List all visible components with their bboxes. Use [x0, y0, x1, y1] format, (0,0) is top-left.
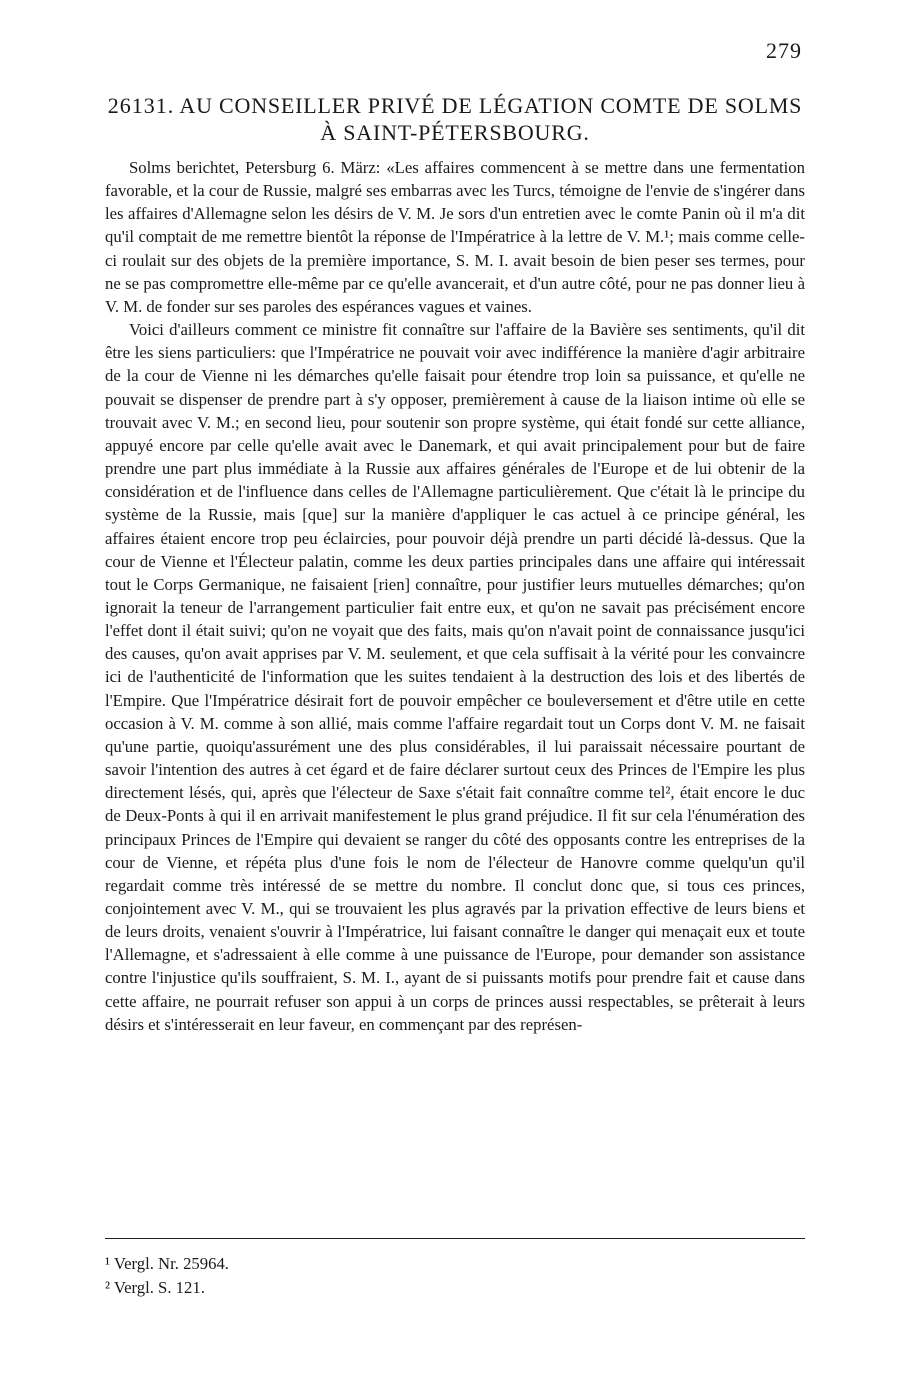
body-paragraph: Solms berichtet, Petersburg 6. März: «Les affaires commencent à se mettre dans une fermentation favorable, et la cour de Russie, malgré ses embarras avec les Turcs, témoigne de l'envie de s'ingérer dans les affaires d'Allemagne selon les désirs de V. M. Je sors d'un entretien avec le comte Panin où il m'a dit qu'il comptait de me remettre bientôt la réponse de l'Impératrice à la lettre de V. M.¹; mais comme celle-ci roulait sur des objets de la première importance, S. M. I. avait besoin de bien peser ses termes, pour ne se pas compromettre elle-même par ce qu'elle avancerait, et d'un autre côté, pour ne pas donner lieu à V. M. de fonder sur ses paroles des espérances vagues et vaines. — [105, 158, 805, 316]
footnote-separator — [105, 1238, 805, 1239]
letter-body — [105, 156, 805, 1036]
footnote: ² Vergl. S. 121. — [105, 1278, 205, 1297]
letter-heading — [105, 92, 805, 146]
letter-title: AU CONSEILLER PRIVÉ DE LÉGATION COMTE DE SOLMS À SAINT-PÉTERSBOURG. — [179, 93, 803, 145]
footnotes — [105, 1252, 805, 1300]
body-paragraph: Voici d'ailleurs comment ce ministre fit connaître sur l'affaire de la Bavière ses sentiments, qu'il dit être les siens particuliers: que l'Impératrice ne pouvait voir avec indifférence la manière d'agir arbitraire de la cour de Vienne ni les démarches qu'elle faisait pour étendre trop loin sa puissance, et qu'elle ne pouvait se dispenser de prendre part à s'y opposer, premièrement à cause de la liaison intime où elle se trouvait avec V. M.; en second lieu, pour soutenir son propre système, qui était fondé sur cette alliance, appuyé encore par celle qu'elle avait avec le Danemark, et qui avait principalement pour but de faire prendre une part plus immédiate à la Russie aux affaires générales de l'Europe et de lui obtenir de la considération et de l'influence dans celles de l'Allemagne particulièrement. Que c'était là le principe du système de la Russie, mais [que] sur la manière d'appliquer le cas actuel à ce principe général, les affaires étaient encore trop peu éclaircies, pour pouvoir déjà prendre un parti décidé là-dessus. Que la cour de Vienne et l'Électeur palatin, comme les deux parties principales dans une affaire qui intéressait tout le Corps Germanique, ne faisaient [rien] connaître, pour justifier leurs mutuelles démarches; qu'on ignorait la teneur de l'arrangement particulier fait entre eux, et qu'on ne savait pas précisément encore l'effet dont il était suivi; qu'on ne voyait que des faits, mais qu'on n'avait point de connaissance jusqu'ici des causes, qu'on avait apprises par V. M. seulement, et que cela suffisait à la vérité pour les convaincre ici de l'authenticité de l'information que les suites tendaient à la destruction des lois et des libertés de l'Empire. Que l'Impératrice désirait fort de pouvoir empêcher ce bouleversement et d'être utile en cette occasion à V. M. comme à son allié, mais comme l'affaire regardait tout un Corps dont V. M. ne faisait qu'une partie, quoiqu'assurément une des plus considérables, il lui paraissait nécessaire pourtant de savoir l'intention des autres à cet égard et de faire déclarer surtout ceux des Princes de l'Empire les plus directement lésés, qui, après que l'électeur de Saxe s'était fait connaître comme tel², était encore le duc de Deux-Ponts à qui il en arrivait manifestement le plus grand préjudice. Il fit sur cela l'énumération des principaux Princes de l'Empire qui devaient se ranger du côté des opposants contre les entreprises de la cour de Vienne, et répéta plus d'une fois le nom de l'électeur de Hanovre comme quelqu'un qu'il regardait comme très intéressé de se mettre du nombre. Il conclut donc que, si tous ces princes, conjointement avec V. M., qui se trouvaient les plus agravés par la privation effective de leurs biens et de leurs droits, venaient s'ouvrir à l'Impératrice, lui faisant connaître le danger qui menaçait eux et toute l'Allemagne, et s'adressaient à elle comme à une puissance de l'Europe, pour demander son assistance contre l'injustice qu'ils souffraient, S. M. I., ayant de si puissants motifs pour prendre fait et cause dans cette affaire, ne pourrait refuser son appui à un corps de princes aussi respectables, se prêterait à leurs désirs et s'intéresserait en leur faveur, en commençant par des représen- — [105, 320, 805, 1034]
footnote: ¹ Vergl. Nr. 25964. — [105, 1254, 229, 1273]
letter-number: 26131. — [107, 93, 175, 118]
page-number: 279 — [766, 38, 802, 63]
